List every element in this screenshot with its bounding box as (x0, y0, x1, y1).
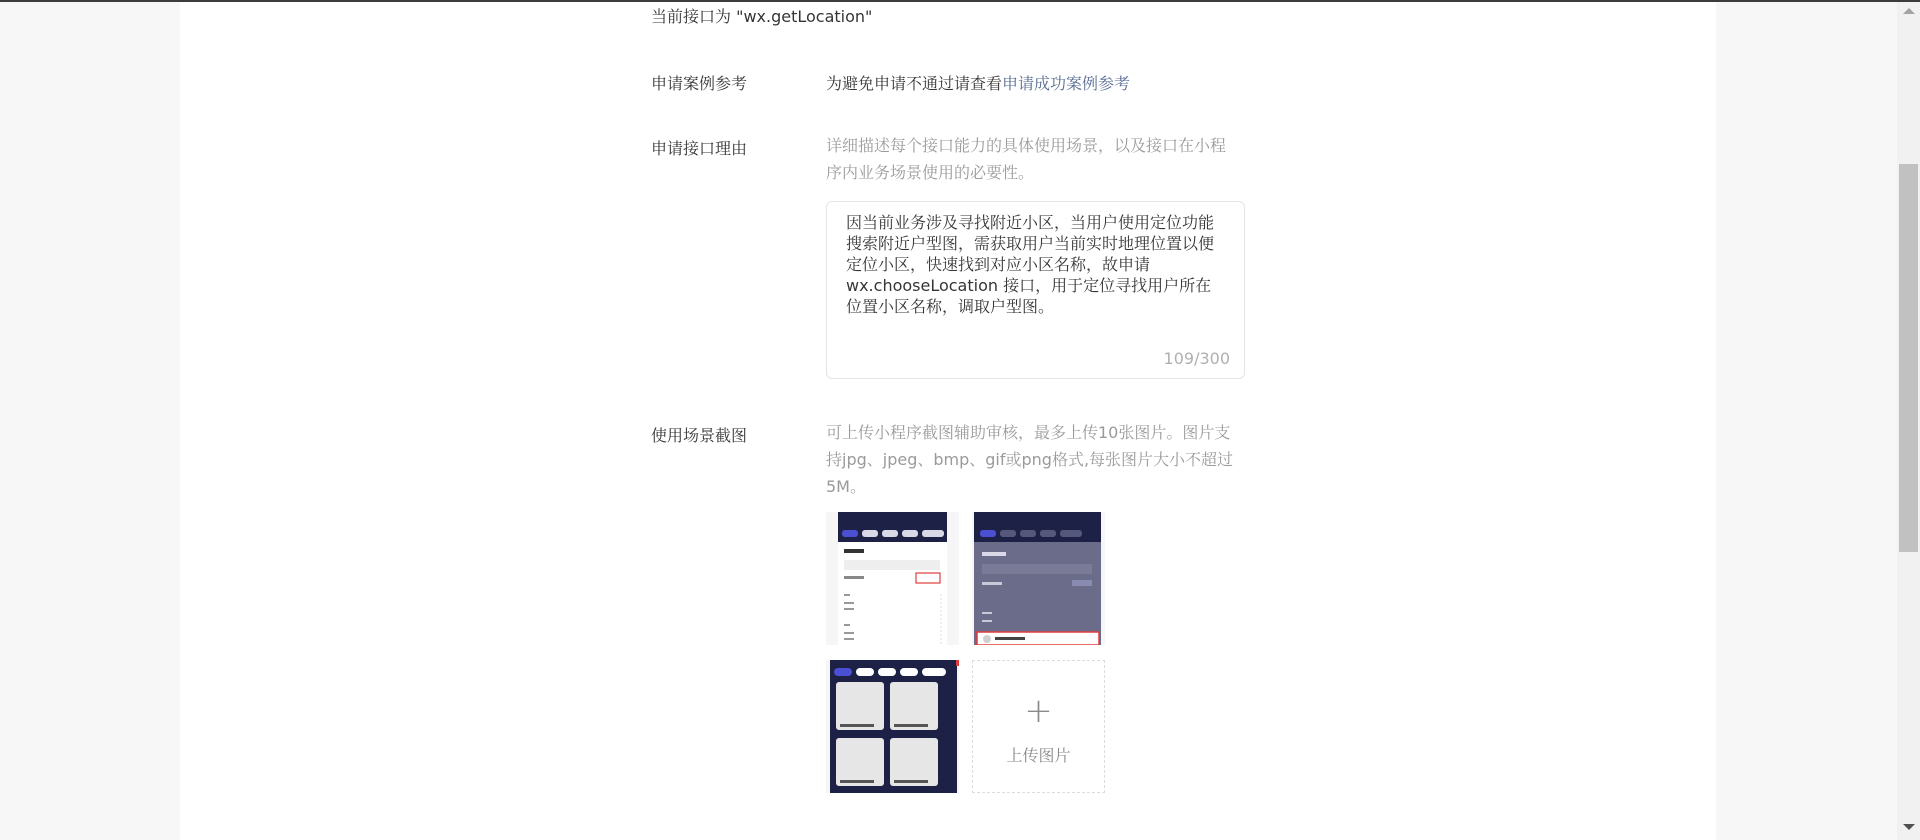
case-ref-label: 申请案例参考 (651, 74, 748, 93)
scroll-up-icon[interactable] (1903, 8, 1915, 14)
current-api-note: 当前接口为 "wx.getLocation" (651, 7, 873, 26)
plus-icon: + (1024, 691, 1053, 731)
reason-textarea-value[interactable]: 因当前业务涉及寻找附近小区，当用户使用定位功能搜索附近户型图，需获取用户当前实时地理位置以便定位小区，快速找到对应小区名称，故申请wx.chooseLocation 接口，用于定位寻找用户所在位置小区名称，调取户型图。 (846, 213, 1215, 316)
screenshot-thumbnail-1[interactable] (826, 512, 959, 645)
reason-description: 详细描述每个接口能力的具体使用场景，以及接口在小程序内业务场景使用的必要性。 (826, 136, 1227, 182)
scrollbar-thumb[interactable] (1899, 164, 1918, 552)
reason-label: 申请接口理由 (651, 139, 748, 158)
reason-textarea[interactable] (826, 201, 1245, 379)
screenshots-description: 可上传小程序截图辅助审核，最多上传10张图片。图片支持jpg、jpeg、bmp、gif或png格式,每张图片大小不超过5M。 (826, 423, 1234, 496)
case-ref-content (826, 71, 1240, 94)
screenshot-thumbnail-2[interactable] (972, 512, 1105, 645)
case-ref-text: 为避免申请不通过请查看 (826, 74, 1003, 93)
screenshot-thumbnail-3[interactable] (826, 660, 959, 793)
upload-image-button[interactable] (972, 660, 1105, 793)
case-ref-link[interactable]: 申请成功案例参考 (1002, 74, 1131, 93)
scroll-down-icon[interactable] (1903, 824, 1915, 830)
screenshots-label: 使用场景截图 (651, 426, 748, 445)
char-counter: 109/300 (1163, 349, 1230, 368)
upload-label: 上传图片 (1006, 746, 1071, 765)
